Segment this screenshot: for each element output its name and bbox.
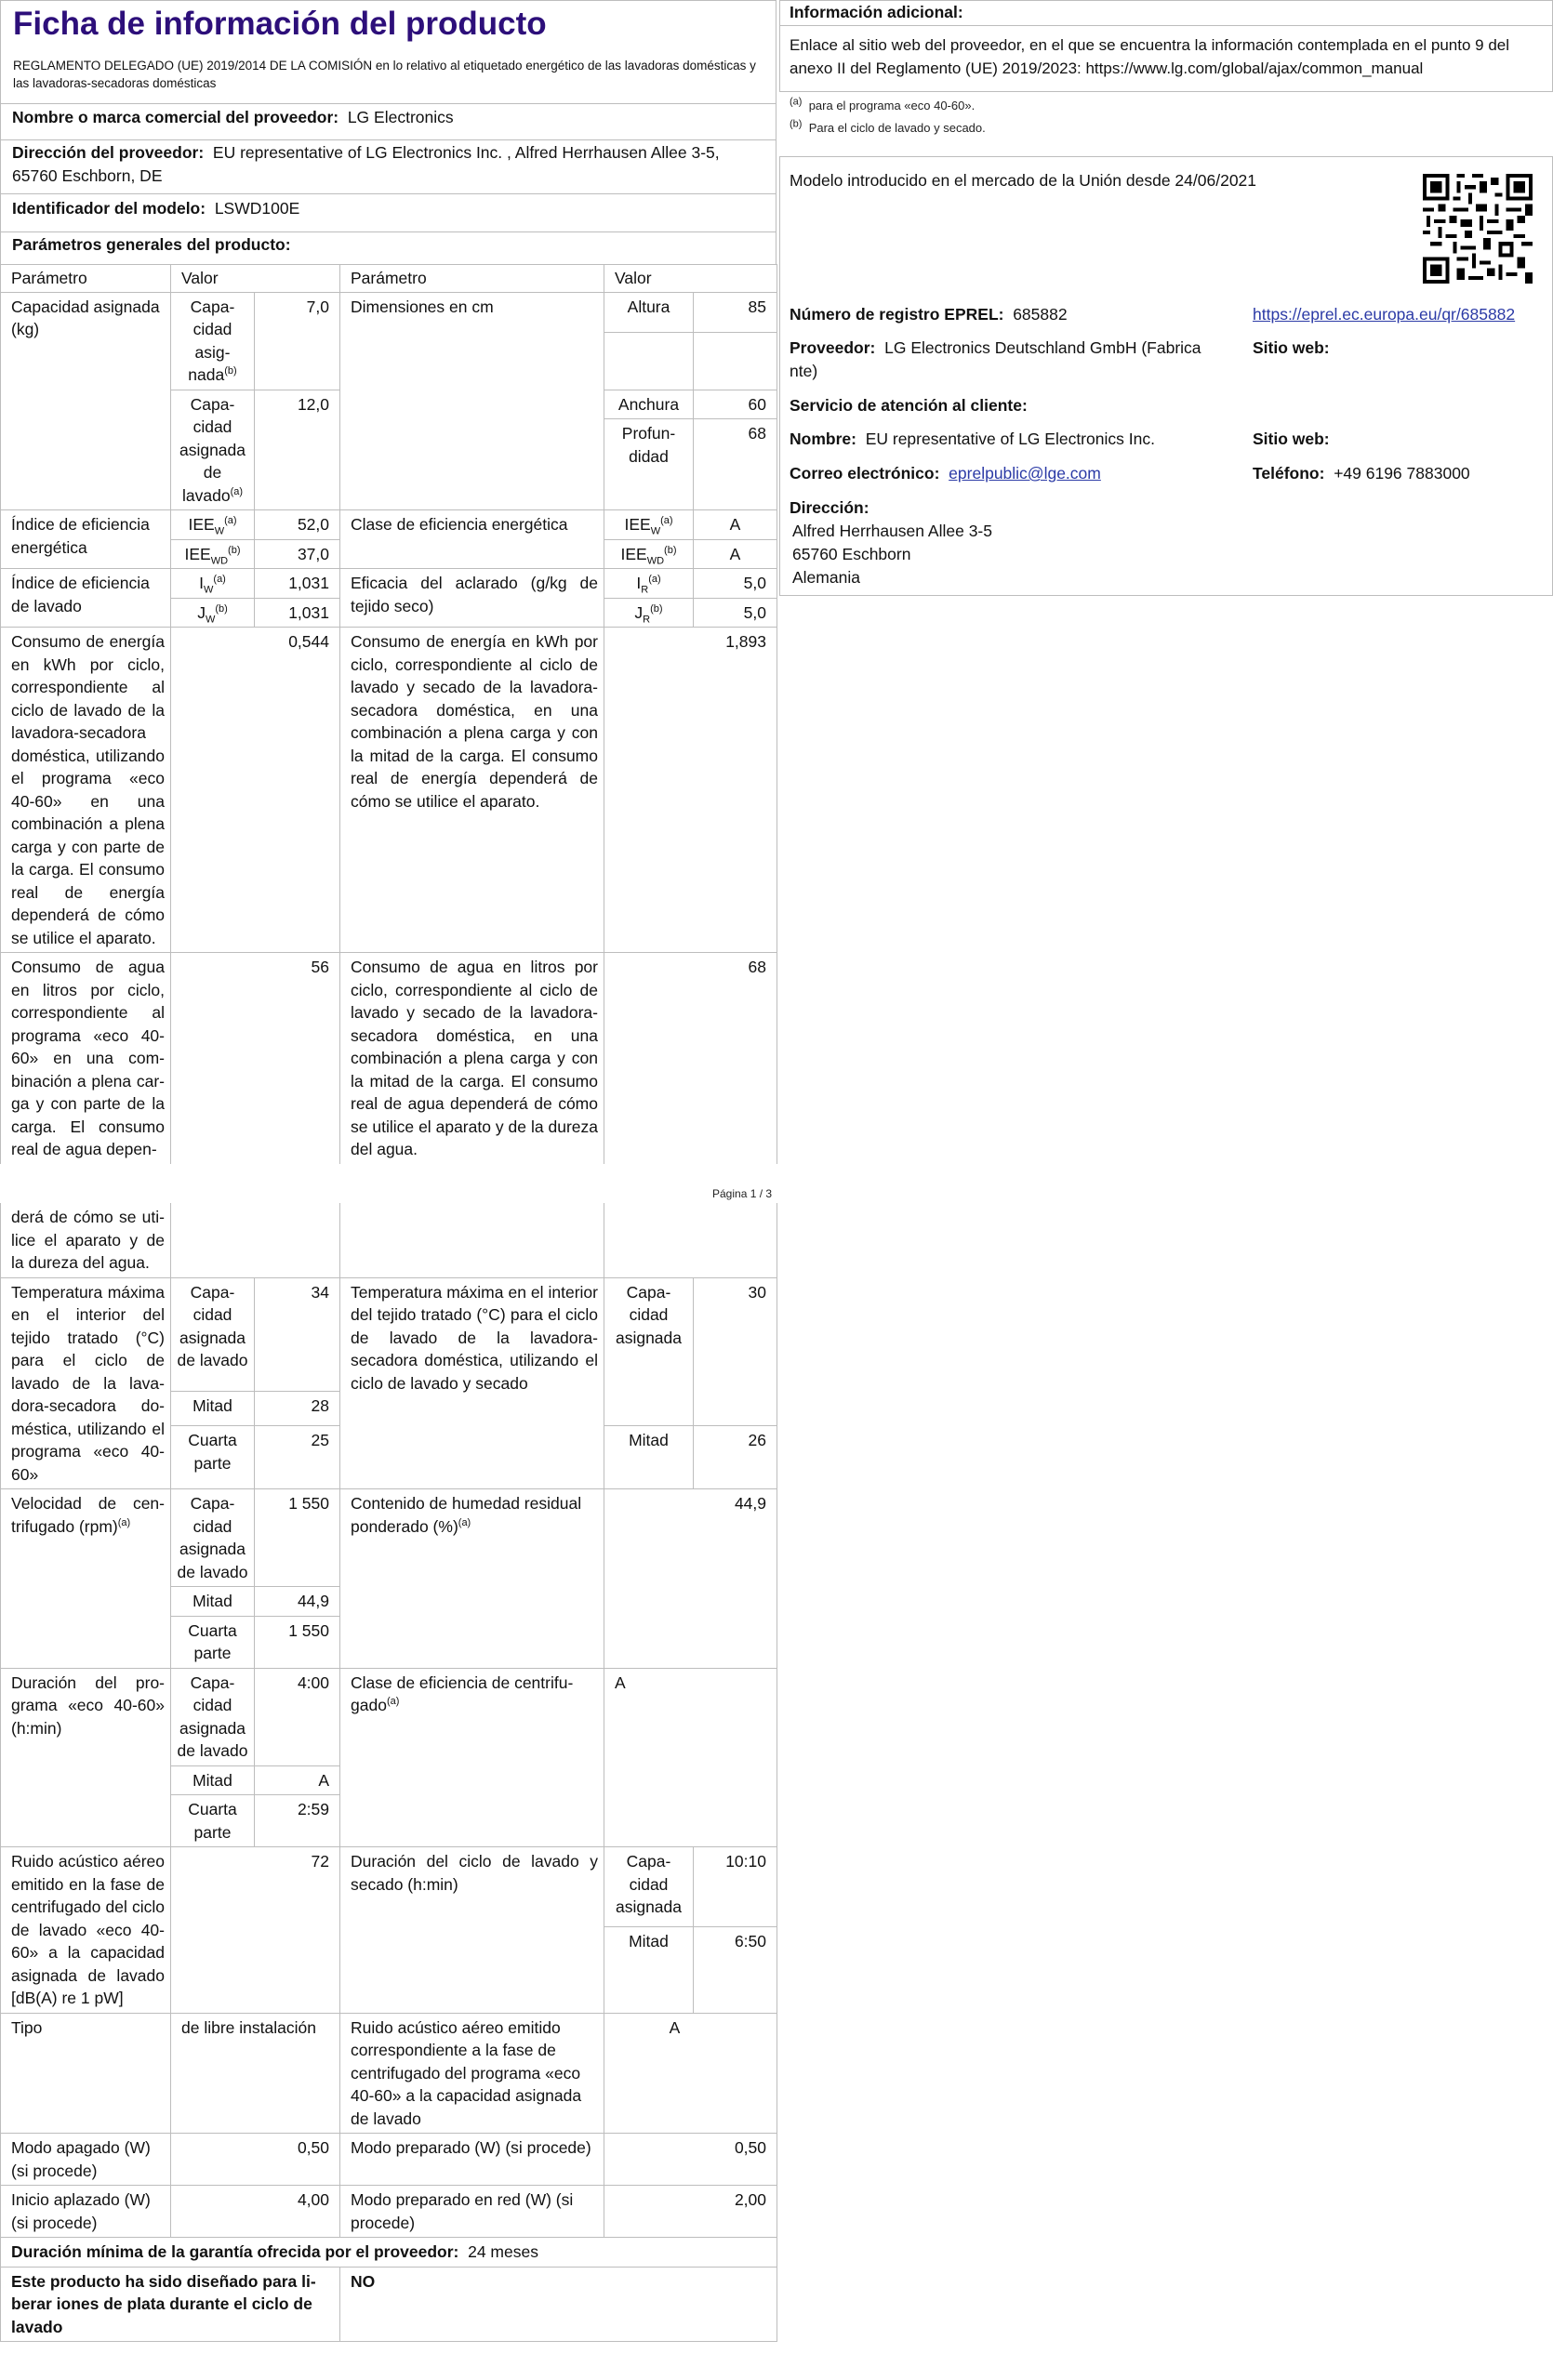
capacity-wash-val: 12,0 (255, 390, 340, 510)
ir-label: $I_R^{(a)}$ (604, 569, 694, 599)
table-row (1, 1277, 777, 1392)
temp2-val-2: 26 (694, 1426, 777, 1489)
wash-index-label: Índice de eficiencia de lavado (1, 569, 171, 628)
spin-class-label: Clase de eficiencia de centrifugado$^{(a)}$ (340, 1668, 604, 1847)
table-row (1, 1668, 777, 1765)
table-row (1, 2186, 777, 2238)
dimensions-label: Dimensiones en cm (340, 292, 604, 510)
width-val: 60 (694, 390, 776, 420)
spin-label: Velocidad de centrifugado (rpm)$^{(a)}$ (1, 1489, 171, 1669)
water-val: 56 (171, 953, 340, 1164)
cycle-val-1: 10:10 (694, 1847, 777, 1927)
moisture-label: Contenido de humedad residual ponderado (%)$^{(a)}$ (340, 1489, 604, 1669)
temp-sub-1: Capacidad asignada de lavado (171, 1277, 255, 1392)
energy-class-label: Clase de eficiencia energética (340, 510, 604, 569)
spin-class-val: A (604, 1668, 777, 1847)
width-val-spacer (694, 332, 777, 390)
guarantee-row: Duración mínima de la garantía ofrecida por el proveedor: 24 meses (1, 2238, 777, 2268)
temp-label-2: Temperatura máxima en el interior del tejido tratado (°C) para el ciclo de lavado de la lavadora-secadora doméstica, utilizando el ciclo de lavado y secado (340, 1277, 604, 1489)
cycle-val-2: 6:50 (694, 1926, 777, 2013)
energy-label-2: Consumo de energía en kWh por ciclo, correspondiente al ciclo de lavado y secado de la lavadora-secadora doméstica, en una combinación a plena carga y con la mitad de la carga. El consumo real de energía dependerá de cómo se utilice el aparato. (340, 628, 604, 953)
temp-sub-2: Mitad (171, 1392, 255, 1426)
table-row (1, 2267, 777, 2342)
height-val: 85 (694, 292, 777, 332)
spin-val-3: 1 550 (255, 1616, 340, 1668)
supplier-address: Dirección del proveedor: EU representative of LG Electronics Inc. , Alfred Herrhausen Allee 3-5, 65760 Eschborn, DE (12, 143, 720, 185)
eprel-registration: Número de registro EPREL: 685882 (790, 305, 1068, 324)
spin-val-1: 1 550 (255, 1489, 340, 1587)
type-label: Tipo (1, 2013, 171, 2134)
temp2-sub-2: Mitad (604, 1426, 694, 1489)
eprel-link[interactable]: https://eprel.ec.europa.eu/qr/685882 (1253, 305, 1516, 324)
water-label-part1: Consumo de agua en litros por ciclo, correspondiente al programa «eco 40-60» en una combinación a plena carga y con parte de la carga. El consumo real de agua depen- (1, 953, 171, 1164)
noise-label: Ruido acústico aéreo emitido en la fase de centrifugado del ciclo de lavado «eco 40-60» a la capacidad asignada de lavado [dB(A) re 1 pW] (1, 1847, 171, 2014)
capacity-rated-val: 7,0 (255, 292, 340, 390)
iw-val: 1,031 (255, 569, 340, 599)
duration-val-1: 4:00 (255, 1668, 340, 1765)
class-wd-val: A (694, 539, 777, 569)
temp2-val-1: 30 (694, 1277, 777, 1426)
water-label-2: Consumo de agua en litros por ciclo, correspondiente al ciclo de lavado y secado de la lavadora-secadora doméstica, en una combinación a plena carga y con la mitad de la carga. El consumo real de agua dependerá de cómo se utilice el aparato y de la dureza del agua. (340, 953, 604, 1164)
capacity-rated-sub: Capacidad asignada$^{(b)}$ (171, 292, 255, 390)
ieewd-label: $IEE_{WD}^{(b)}$ (171, 539, 255, 569)
service-phone: Teléfono: +49 6196 7883000 (1253, 464, 1470, 483)
table-row (1, 1489, 777, 1587)
duration-val-2: A (255, 1765, 340, 1795)
col-param-2: Parámetro (340, 265, 604, 293)
ir-val: 5,0 (694, 569, 777, 599)
model-identifier: Identificador del modelo: LSWD100E (12, 199, 300, 218)
service-address-line3: Alemania (792, 568, 860, 587)
duration-sub-3: Cuarta parte (171, 1795, 255, 1847)
table-row (1, 569, 777, 599)
eprel-website-label: Sitio web: (1253, 338, 1330, 357)
email-link[interactable]: eprelpublic@lge.com (949, 464, 1101, 483)
regulation-subtitle: REGLAMENTO DELEGADO (UE) 2019/2014 DE LA COMISIÓN en lo relativo al etiquetado energético de las lavadoras domésticas y las lavadoras-secadoras domésticas (13, 59, 756, 90)
jw-val: 1,031 (255, 598, 340, 628)
cycle-duration-label: Duración del ciclo de lavado y secado (h:min) (340, 1847, 604, 2014)
eei-label: Índice de eficiencia energética (1, 510, 171, 569)
params-table-page2 (0, 1203, 777, 2342)
spin-val-2: 44,9 (255, 1587, 340, 1617)
capacity-label: Capacidad asignada (kg) (1, 292, 171, 510)
col-value-2: Valor (604, 265, 777, 293)
type-noise-label: Ruido acústico aéreo emitido correspondiente a la fase de centrifugado del programa «eco 40-60» a la capacidad asignada de lavado (340, 2013, 604, 2134)
depth-label: Profundidad (621, 424, 676, 466)
table-row (1, 2134, 777, 2186)
energy-val-2: 1,893 (604, 628, 777, 953)
params-heading: Parámetros generales del producto: (12, 235, 291, 254)
cycle-sub-1: Capacidad asignada (604, 1847, 694, 1927)
class-ieew-label: $IEE_W^{(a)}$ (604, 510, 694, 540)
jw-label: $J_W^{(b)}$ (171, 598, 255, 628)
ieew-label: $IEE_W^{(a)}$ (171, 510, 255, 540)
service-website-label: Sitio web: (1253, 430, 1330, 448)
cycle-sub-2: Mitad (604, 1926, 694, 2013)
table-row (1, 1203, 777, 1277)
class-w-val: A (694, 510, 777, 540)
network-standby-val: 2,00 (604, 2186, 777, 2238)
iw-label: $I_W^{(a)}$ (171, 569, 255, 599)
silver-ions-label: Este producto ha sido diseñado para liberar iones de plata durante el ciclo de lavado (1, 2267, 340, 2342)
temp-sub-3: Cuarta parte (171, 1426, 255, 1489)
col-value-1: Valor (171, 265, 340, 293)
service-address-label: Dirección: (790, 498, 869, 517)
moisture-val: 44,9 (604, 1489, 777, 1669)
water-val-2: 68 (604, 953, 777, 1164)
duration-label: Duración del programa «eco 40-60» (h:min) (1, 1668, 171, 1847)
temp-label: Temperatura máxima en el interior del tejido tratado (°C) para el ciclo de lavado de la lavadora-secadora doméstica, utilizando el programa «eco 40-60» (1, 1277, 171, 1489)
spin-sub-1: Capacidad asignada de lavado (171, 1489, 255, 1587)
energy-label: Consumo de energía en kWh por ciclo, correspondiente al ciclo de lavado de la lavadora-secadora doméstica, utilizando el programa «eco 40-60» en una combinación a plena carga y con parte de la carga. El consumo real de energía dependerá de cómo se utilice el aparato. (1, 628, 171, 953)
width-label: Anchura (604, 390, 693, 420)
delay-val: 4,00 (171, 2186, 340, 2238)
width-depth-val-cell (694, 390, 777, 510)
table-header-row (1, 265, 777, 293)
capacity-wash-sub: Capacidad asignada de lavado$^{(a)}$ (171, 390, 255, 510)
customer-service-label: Servicio de atención al cliente: (790, 396, 1028, 415)
table-row (1, 628, 777, 953)
silver-ions-val: NO (340, 2267, 777, 2342)
page-footer: Página 1 / 3 (712, 1187, 773, 1200)
spin-sub-3: Cuarta parte (171, 1616, 255, 1668)
table-row (1, 2013, 777, 2134)
service-address-line2: 65760 Eschborn (792, 545, 911, 563)
supplier-name: Nombre o marca comercial del proveedor: LG Electronics (12, 108, 454, 126)
energy-val: 0,544 (171, 628, 340, 953)
additional-info-text: Enlace al sitio web del proveedor, en el que se encuentra la información contemplada en el punto 9 del anexo II del Reglamento (UE) 2019/2023: https://www.lg.com/global/ajax/common_manual (790, 36, 1510, 77)
ieewd-val: 37,0 (255, 539, 340, 569)
params-table-page1 (0, 264, 777, 1164)
table-row (1, 2238, 777, 2268)
qr-code-icon (1423, 174, 1533, 284)
width-label-spacer (604, 332, 694, 390)
depth-val: 68 (748, 424, 766, 443)
standby-val: 0,50 (604, 2134, 777, 2186)
service-address-line1: Alfred Herrhausen Allee 3-5 (792, 522, 992, 540)
width-depth-cell (604, 390, 694, 510)
duration-sub-1: Capacidad asignada de lavado (171, 1668, 255, 1765)
standby-label: Modo preparado (W) (si procede) (340, 2134, 604, 2186)
jr-label: $J_R^{(b)}$ (604, 598, 694, 628)
col-param-1: Parámetro (1, 265, 171, 293)
off-mode-label: Modo apagado (W) (si procede) (1, 2134, 171, 2186)
water-label-part2: derá de cómo se utilice el aparato y de la dureza del agua. (1, 1203, 171, 1277)
table-row (1, 953, 777, 1164)
off-mode-val: 0,50 (171, 2134, 340, 2186)
noise-val: 72 (171, 1847, 340, 2014)
table-row (1, 1847, 777, 1927)
table-row (1, 292, 777, 332)
duration-sub-2: Mitad (171, 1765, 255, 1795)
market-date: Modelo introducido en el mercado de la Unión desde 24/06/2021 (790, 171, 1257, 190)
delay-label: Inicio aplazado (W) (si procede) (1, 2186, 171, 2238)
temp2-sub-1: Capacidad asignada (604, 1277, 694, 1426)
height-label: Altura (604, 292, 694, 332)
spin-sub-2: Mitad (171, 1587, 255, 1617)
rinse-label: Eficacia del aclarado (g/kg de tejido seco) (340, 569, 604, 628)
footnote-a: $^{(a)}$ para el programa «eco 40-60». (790, 96, 976, 112)
class-ieewd-label: $IEE_{WD}^{(b)}$ (604, 539, 694, 569)
network-standby-label: Modo preparado en red (W) (si procede) (340, 2186, 604, 2238)
temp-val-3: 25 (255, 1426, 340, 1489)
page-title: Ficha de información del producto (13, 6, 547, 42)
ieew-val: 52,0 (255, 510, 340, 540)
table-row (1, 510, 777, 540)
temp-val-1: 34 (255, 1277, 340, 1392)
service-name: Nombre: EU representative of LG Electronics Inc. (790, 430, 1155, 448)
eprel-provider: Proveedor: LG Electronics Deutschland GmbH (Fabrica nte) (790, 338, 1201, 380)
jr-val: 5,0 (694, 598, 777, 628)
duration-val-3: 2:59 (255, 1795, 340, 1847)
type-noise-val: A (604, 2013, 777, 2134)
type-val: de libre instalación (171, 2013, 340, 2134)
footnote-b: $^{(b)}$ Para el ciclo de lavado y secado. (790, 118, 986, 135)
additional-info-title: Información adicional: (790, 3, 963, 21)
service-email: Correo electrónico: eprelpublic@lge.com (790, 464, 1101, 483)
temp-val-2: 28 (255, 1392, 340, 1426)
